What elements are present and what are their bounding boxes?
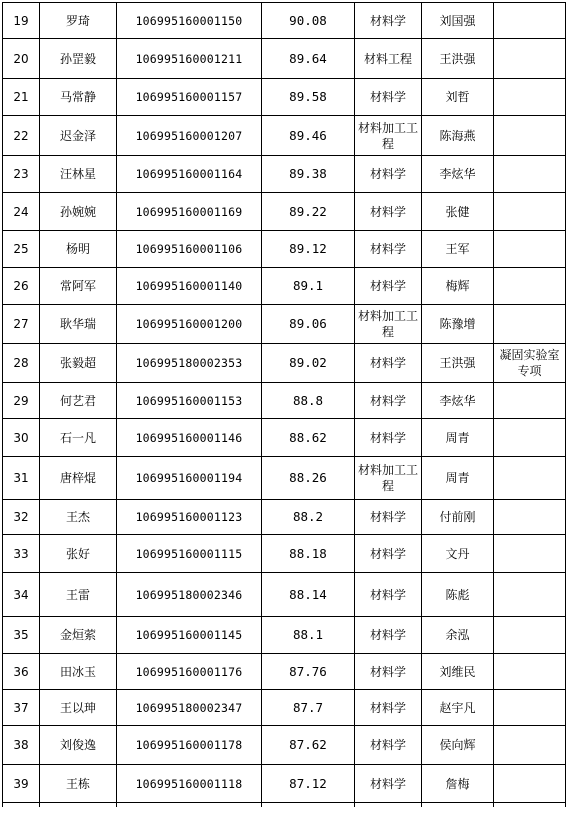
- table-row: [3, 654, 566, 690]
- major-cell: 材料学: [355, 344, 422, 383]
- row-number-cell: 33: [3, 535, 40, 573]
- major-cell: 材料学: [355, 765, 422, 803]
- table-row: [3, 116, 566, 156]
- exam-id-cell: 106995160001118: [117, 765, 262, 803]
- exam-id-cell: 106995160001178: [117, 726, 262, 765]
- exam-id-cell: 106995160001140: [117, 268, 262, 305]
- note-cell: [494, 39, 566, 79]
- admission-table: [2, 2, 566, 807]
- row-number-cell: 24: [3, 193, 40, 231]
- empty-cell: [355, 803, 422, 808]
- exam-id-cell: 106995160001115: [117, 535, 262, 573]
- score-cell: 88.26: [262, 457, 355, 500]
- note-cell: [494, 500, 566, 535]
- note-cell: [494, 654, 566, 690]
- table-row: [3, 79, 566, 116]
- score-cell: 89.12: [262, 231, 355, 268]
- row-number-cell: 20: [3, 39, 40, 79]
- major-cell: 材料学: [355, 383, 422, 419]
- note-cell: [494, 116, 566, 156]
- row-number-cell: 36: [3, 654, 40, 690]
- row-number-cell: 35: [3, 617, 40, 654]
- advisor-cell: 陈彪: [422, 573, 494, 617]
- row-number-cell: 32: [3, 500, 40, 535]
- advisor-cell: 李炫华: [422, 156, 494, 193]
- advisor-cell: 李炫华: [422, 383, 494, 419]
- score-cell: 89.64: [262, 39, 355, 79]
- advisor-cell: 侯向辉: [422, 726, 494, 765]
- row-number-cell: 25: [3, 231, 40, 268]
- note-cell: [494, 305, 566, 344]
- major-cell: 材料学: [355, 654, 422, 690]
- row-number-cell: 22: [3, 116, 40, 156]
- table-row: [3, 500, 566, 535]
- row-number-cell: 19: [3, 3, 40, 39]
- student-name-cell: 杨明: [40, 231, 117, 268]
- student-name-cell: 何艺君: [40, 383, 117, 419]
- exam-id-cell: 106995180002353: [117, 344, 262, 383]
- score-cell: 89.38: [262, 156, 355, 193]
- major-cell: 材料学: [355, 726, 422, 765]
- table-row: [3, 535, 566, 573]
- student-name-cell: 田冰玉: [40, 654, 117, 690]
- score-cell: 87.7: [262, 690, 355, 726]
- row-number-cell: 27: [3, 305, 40, 344]
- exam-id-cell: 106995160001207: [117, 116, 262, 156]
- note-cell: 凝固实验室专项: [494, 344, 566, 383]
- exam-id-cell: 106995180002346: [117, 573, 262, 617]
- note-cell: [494, 573, 566, 617]
- score-cell: 88.8: [262, 383, 355, 419]
- score-cell: 90.08: [262, 3, 355, 39]
- row-number-cell: 21: [3, 79, 40, 116]
- exam-id-cell: 106995160001200: [117, 305, 262, 344]
- advisor-cell: 余泓: [422, 617, 494, 654]
- table-row: [3, 156, 566, 193]
- row-number-cell: 39: [3, 765, 40, 803]
- major-cell: 材料学: [355, 193, 422, 231]
- score-cell: 88.18: [262, 535, 355, 573]
- note-cell: [494, 765, 566, 803]
- note-cell: [494, 690, 566, 726]
- row-number-cell: 29: [3, 383, 40, 419]
- student-name-cell: 孙罡毅: [40, 39, 117, 79]
- exam-id-cell: 106995160001164: [117, 156, 262, 193]
- exam-id-cell: 106995160001106: [117, 231, 262, 268]
- empty-cell: [117, 803, 262, 808]
- major-cell: 材料学: [355, 500, 422, 535]
- score-cell: 89.06: [262, 305, 355, 344]
- table-row: [3, 419, 566, 457]
- exam-id-cell: 106995160001194: [117, 457, 262, 500]
- table-row: [3, 383, 566, 419]
- exam-id-cell: 106995160001157: [117, 79, 262, 116]
- note-cell: [494, 156, 566, 193]
- advisor-cell: 赵宇凡: [422, 690, 494, 726]
- note-cell: [494, 535, 566, 573]
- table-row: [3, 690, 566, 726]
- row-number-cell: 34: [3, 573, 40, 617]
- row-number-cell: 28: [3, 344, 40, 383]
- exam-id-cell: 106995160001153: [117, 383, 262, 419]
- major-cell: 材料学: [355, 156, 422, 193]
- row-number-cell: 23: [3, 156, 40, 193]
- advisor-cell: 王洪强: [422, 344, 494, 383]
- row-number-cell: 31: [3, 457, 40, 500]
- empty-cell: [494, 803, 566, 808]
- row-number-cell: 26: [3, 268, 40, 305]
- score-cell: 88.62: [262, 419, 355, 457]
- note-cell: [494, 383, 566, 419]
- student-name-cell: 唐梓焜: [40, 457, 117, 500]
- table-row: [3, 573, 566, 617]
- major-cell: 材料工程: [355, 39, 422, 79]
- table-body: [3, 3, 566, 808]
- score-cell: 89.22: [262, 193, 355, 231]
- major-cell: 材料学: [355, 419, 422, 457]
- student-name-cell: 迟金泽: [40, 116, 117, 156]
- score-cell: 88.1: [262, 617, 355, 654]
- score-cell: 87.76: [262, 654, 355, 690]
- exam-id-cell: 106995160001150: [117, 3, 262, 39]
- note-cell: [494, 457, 566, 500]
- advisor-cell: 陈豫增: [422, 305, 494, 344]
- table-row: [3, 305, 566, 344]
- row-number-cell: 30: [3, 419, 40, 457]
- note-cell: [494, 3, 566, 39]
- table-row: [3, 457, 566, 500]
- advisor-cell: 詹梅: [422, 765, 494, 803]
- student-name-cell: 王栋: [40, 765, 117, 803]
- table-row: [3, 344, 566, 383]
- exam-id-cell: 106995160001123: [117, 500, 262, 535]
- note-cell: [494, 268, 566, 305]
- major-cell: 材料加工工程: [355, 457, 422, 500]
- score-cell: 87.12: [262, 765, 355, 803]
- row-number-cell: 38: [3, 726, 40, 765]
- major-cell: 材料学: [355, 617, 422, 654]
- score-cell: 89.46: [262, 116, 355, 156]
- advisor-cell: 王洪强: [422, 39, 494, 79]
- table-row: [3, 726, 566, 765]
- table-row: [3, 231, 566, 268]
- empty-cell: [3, 803, 40, 808]
- advisor-cell: 王军: [422, 231, 494, 268]
- student-name-cell: 马常静: [40, 79, 117, 116]
- advisor-cell: 梅辉: [422, 268, 494, 305]
- advisor-cell: 刘国强: [422, 3, 494, 39]
- empty-cell: [422, 803, 494, 808]
- table-row-partial: [3, 803, 566, 808]
- note-cell: [494, 617, 566, 654]
- student-name-cell: 常阿军: [40, 268, 117, 305]
- score-cell: 89.02: [262, 344, 355, 383]
- advisor-cell: 周青: [422, 457, 494, 500]
- row-number-cell: 37: [3, 690, 40, 726]
- advisor-cell: 刘维民: [422, 654, 494, 690]
- table-row: [3, 3, 566, 39]
- table-row: [3, 765, 566, 803]
- student-name-cell: 罗琦: [40, 3, 117, 39]
- score-cell: 89.1: [262, 268, 355, 305]
- score-cell: 89.58: [262, 79, 355, 116]
- table-row: [3, 193, 566, 231]
- major-cell: 材料学: [355, 690, 422, 726]
- note-cell: [494, 419, 566, 457]
- exam-id-cell: 106995160001211: [117, 39, 262, 79]
- advisor-cell: 付前刚: [422, 500, 494, 535]
- score-cell: 88.2: [262, 500, 355, 535]
- student-name-cell: 王以珅: [40, 690, 117, 726]
- score-cell: 87.62: [262, 726, 355, 765]
- student-name-cell: 王雷: [40, 573, 117, 617]
- note-cell: [494, 193, 566, 231]
- score-cell: 88.14: [262, 573, 355, 617]
- exam-id-cell: 106995160001176: [117, 654, 262, 690]
- major-cell: 材料加工工程: [355, 305, 422, 344]
- empty-cell: [262, 803, 355, 808]
- note-cell: [494, 231, 566, 268]
- advisor-cell: 刘哲: [422, 79, 494, 116]
- student-name-cell: 孙婉婉: [40, 193, 117, 231]
- student-name-cell: 耿华瑞: [40, 305, 117, 344]
- student-name-cell: 金烜萦: [40, 617, 117, 654]
- exam-id-cell: 106995180002347: [117, 690, 262, 726]
- exam-id-cell: 106995160001146: [117, 419, 262, 457]
- student-name-cell: 刘俊逸: [40, 726, 117, 765]
- exam-id-cell: 106995160001145: [117, 617, 262, 654]
- major-cell: 材料学: [355, 231, 422, 268]
- major-cell: 材料学: [355, 573, 422, 617]
- table-row: [3, 39, 566, 79]
- student-name-cell: 张毅超: [40, 344, 117, 383]
- table-row: [3, 617, 566, 654]
- note-cell: [494, 79, 566, 116]
- exam-id-cell: 106995160001169: [117, 193, 262, 231]
- advisor-cell: 周青: [422, 419, 494, 457]
- student-name-cell: 王杰: [40, 500, 117, 535]
- advisor-cell: 文丹: [422, 535, 494, 573]
- advisor-cell: 张健: [422, 193, 494, 231]
- major-cell: 材料学: [355, 79, 422, 116]
- advisor-cell: 陈海燕: [422, 116, 494, 156]
- student-name-cell: 汪林星: [40, 156, 117, 193]
- empty-cell: [40, 803, 117, 808]
- student-name-cell: 石一凡: [40, 419, 117, 457]
- major-cell: 材料学: [355, 268, 422, 305]
- major-cell: 材料学: [355, 535, 422, 573]
- student-name-cell: 张好: [40, 535, 117, 573]
- note-cell: [494, 726, 566, 765]
- major-cell: 材料加工工程: [355, 116, 422, 156]
- major-cell: 材料学: [355, 3, 422, 39]
- table-row: [3, 268, 566, 305]
